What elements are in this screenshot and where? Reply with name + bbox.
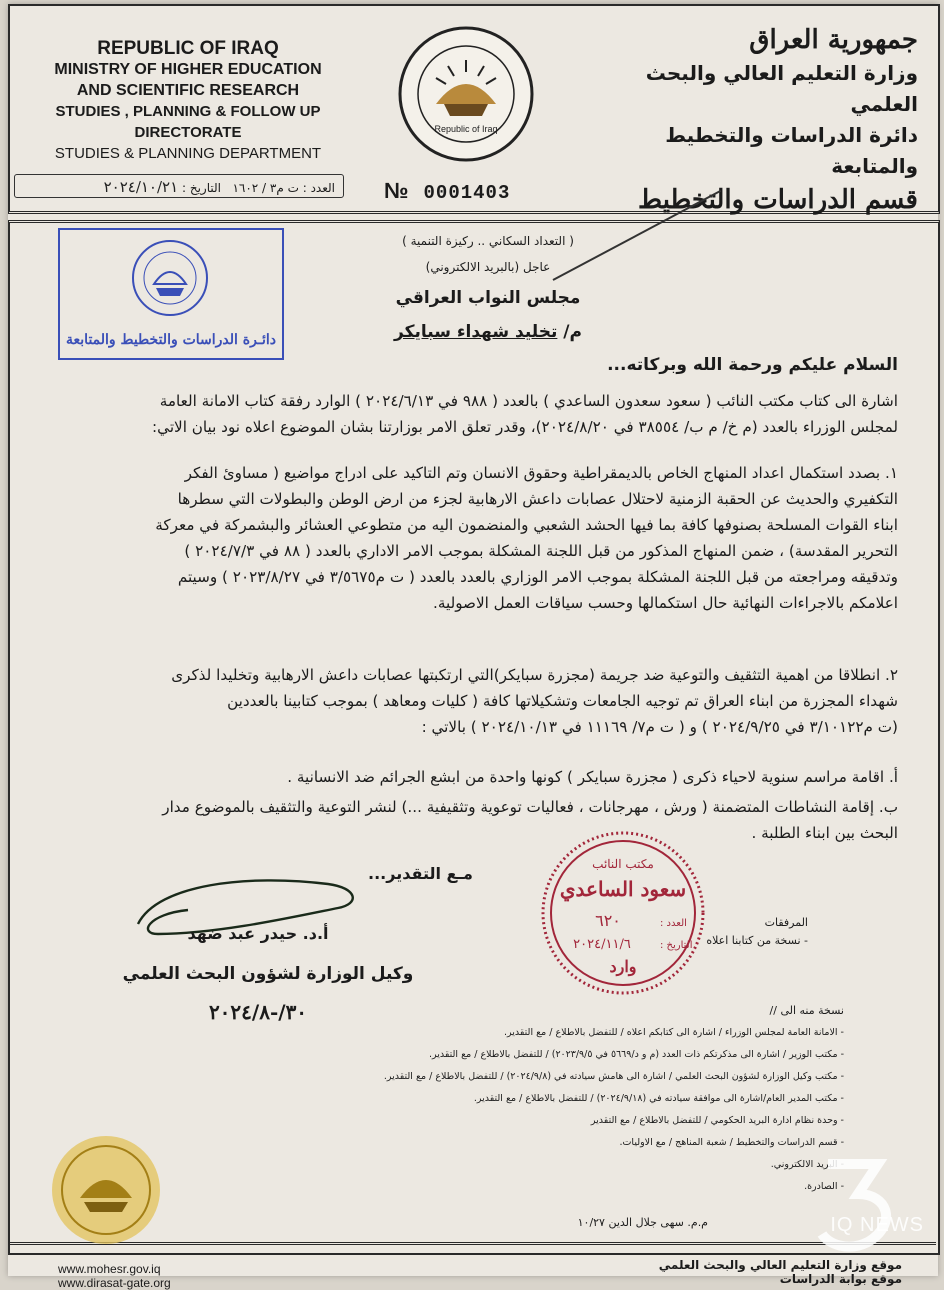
intro-paragraph bbox=[48, 388, 898, 440]
reference-label: العدد : ت م٣ / ١٦٠٢ bbox=[232, 181, 335, 195]
en-line-country: REPUBLIC OF IRAQ bbox=[97, 38, 279, 59]
ar-line-country: جمهورية العراق bbox=[749, 25, 918, 55]
logo-caption: Republic of Iraq bbox=[434, 124, 498, 134]
text-line: وتدقيقه ومراجعته من قبل اللجنة المشكلة بموجب الامر الوزاري بالعدد بالعدد ( ت م٣/٥٦٧٥ في ٢٠٢٣/٨/٢٧ ) وسيتم bbox=[177, 568, 898, 586]
attachments-label: المرفقات bbox=[764, 916, 808, 929]
footer-label: موقع وزارة التعليم العالي والبحث العلمي bbox=[658, 1258, 902, 1272]
copy-item: - الصادرة. bbox=[804, 1181, 844, 1192]
incoming-seal-icon bbox=[540, 830, 706, 996]
ar-line-directorate: دائرة الدراسات والتخطيط والمتابعة bbox=[665, 123, 918, 178]
copies-list bbox=[284, 1000, 844, 1198]
text-line: لمجلس الوزراء بالعدد (م خ/ م ب/ ٣٨٥٥٤ في ٢٠٢٤/٨/٢٠)، وقدر تعلق الامر بوزارتنا بشان الموضوع اعلاه نود بيان الاتي: bbox=[152, 418, 898, 436]
footer-link[interactable]: www.mohesr.gov.iq bbox=[58, 1262, 161, 1276]
subject-text: تخليد شهداء سبايكر bbox=[394, 322, 558, 342]
seal-line1: مكتب النائب bbox=[592, 857, 654, 871]
text-line: التحرير المقدسة) ، ضمن المنهاج المذكور من قبل اللجنة المشكلة بموجب الامر الاداري بالعدد ( ٨٨ في ٢٠٢٤/٧/٣ ) bbox=[184, 542, 898, 560]
document-creator: م.م. سهى جلال الدين ١٠/٢٧ bbox=[577, 1216, 708, 1229]
seal-date: ٢٠٢٤/١١/٦ bbox=[573, 937, 631, 952]
text-line: ٢. انطلاقا من اهمية التثقيف والتوعية ضد جريمة (مجزرة سبايكر)التي ارتكبتها عصابات داعش الارهابية وتخليدا لذكرى bbox=[171, 666, 898, 684]
gold-seal-icon bbox=[48, 1132, 164, 1248]
signatory-title: وكيل الوزارة لشؤون البحث العلمي bbox=[122, 964, 414, 984]
stamp-logo-icon bbox=[130, 238, 210, 318]
campaign-slogan: ( التعداد السكاني .. ركيزة التنمية ) bbox=[402, 234, 574, 248]
document-sheet bbox=[8, 4, 938, 1290]
reference-box bbox=[14, 174, 344, 198]
closing-thanks: مـع التقدير... bbox=[368, 864, 473, 883]
text-line: شهداء المجزرة من ابناء العراق تم توجيه الجامعات وتشكيلاتها كافة ( كليات ومعاهد ) بموجب كتابينا بالعددين bbox=[227, 692, 898, 710]
seal-line2: سعود الساعدي bbox=[559, 877, 687, 901]
en-line-department: STUDIES & PLANNING DEPARTMENT bbox=[54, 145, 322, 162]
en-line-research: AND SCIENTIFIC RESEARCH bbox=[76, 82, 300, 99]
ar-line-ministry: وزارة التعليم العالي والبحث العلمي bbox=[645, 61, 918, 116]
numero-sign: № bbox=[384, 178, 410, 203]
serial-number bbox=[384, 178, 510, 204]
attachments bbox=[706, 914, 808, 950]
item-b bbox=[48, 794, 898, 846]
item-a: أ. اقامة مراسم سنوية لاحياء ذكرى ( مجزرة سبايكر ) كونها واحدة من ابشع الجرائم ضد الانسانية . bbox=[287, 768, 898, 786]
serial-value: 0001403 bbox=[423, 182, 511, 204]
footer-websites bbox=[58, 1262, 171, 1290]
arabic-letterhead bbox=[588, 22, 918, 218]
copy-item: - قسم الدراسات والتخطيط / شعبة المناهج / مع الاوليات. bbox=[619, 1137, 844, 1148]
text-line: اعلامكم بالاجراءات النهائية حال استكمالها وحسب سياقات العمل الاصولية. bbox=[433, 594, 898, 612]
copy-item: - مكتب المدير العام/اشارة الى موافقة سيادته في (٢٠٢٤/٩/١٨) / للتفضل بالاطلاع / مع التقدير. bbox=[473, 1093, 844, 1104]
seal-number-label: العدد : bbox=[660, 918, 687, 929]
copy-item: - البريد الالكتروني. bbox=[770, 1159, 844, 1170]
seal-date-label: التاريخ : bbox=[660, 940, 693, 951]
subject-prefix: م/ bbox=[563, 322, 582, 342]
text-line: اشارة الى كتاب مكتب النائب ( سعود سعدون الساعدي ) بالعدد ( ٩٨٨ في ٢٠٢٤/٦/١٣ ) الوارد رفقة كتاب الامانة العامة bbox=[159, 392, 898, 410]
footer-label: موقع بوابة الدراسات bbox=[779, 1272, 902, 1286]
urgent-note: عاجل (بالبريد الالكتروني) bbox=[425, 260, 551, 274]
stamp-text: دائـرة الدراسات والتخطيط والمتابعة bbox=[66, 332, 276, 348]
en-line-ministry: MINISTRY OF HIGHER EDUCATION bbox=[54, 61, 322, 78]
seal-number: ٦٢٠ bbox=[595, 911, 621, 930]
copies-title: نسخة منه الى // bbox=[769, 1004, 844, 1017]
ministry-logo-icon bbox=[396, 24, 536, 164]
seal-status: وارد bbox=[609, 957, 637, 976]
subject-line bbox=[308, 322, 668, 342]
copy-item: - مكتب الوزير / اشارة الى مذكرتكم ذات العدد (م و د/٥٦٦٩ في ٢٠٢٣/٩/٥) / للتفضل بالاطلاع / مع التقدير. bbox=[428, 1049, 844, 1060]
directorate-stamp bbox=[58, 228, 284, 360]
attachments-item: - نسخة من كتابنا اعلاه bbox=[706, 934, 808, 947]
text-line: التكفيري والحديث عن الحقبة الزمنية لاحتلال عصابات داعش الارهابية لجزء من ارض الوطن والبطولات التي سطرها bbox=[177, 490, 898, 508]
text-line: ب. إقامة النشاطات المتضمنة ( ورش ، مهرجانات ، فعاليات توعوية وتثقيفية ...) لنشر التوعية والتثقيف بالموضوع مدار bbox=[162, 798, 898, 816]
copy-item: - مكتب وكيل الوزارة لشؤون البحث العلمي / اشارة الى هامش سيادته في (٢٠٢٤/٩/٨) / للتفضل بالاطلاع / مع التقدير. bbox=[383, 1071, 844, 1082]
signatory-name: أ.د. حيدر عبد ضهد bbox=[187, 924, 329, 943]
english-letterhead bbox=[18, 38, 358, 164]
signature-date: ٣٠/-٢٠٢٤/٨ bbox=[208, 1000, 308, 1024]
paragraph-1 bbox=[48, 460, 898, 616]
footer-sites-labels bbox=[659, 1258, 902, 1286]
watermark-text: IQ NEWS bbox=[830, 1214, 924, 1236]
date-label: التاريخ : bbox=[181, 181, 221, 195]
copy-item: - الامانة العامة لمجلس الوزراء / اشارة الى كتابكم اعلاه / للتفضل بالاطلاع / مع التقدير. bbox=[503, 1027, 844, 1038]
copy-item: - وحدة نظام ادارة البريد الحكومي / للتفضل بالاطلاع / مع التقدير bbox=[590, 1115, 844, 1126]
text-line: ١. بصدد استكمال اعداد المنهاج الخاص بالديمقراطية وحقوق الانسان وتم التاكيد على ادراج مواضيع ( مساوئ الفكر bbox=[184, 464, 898, 482]
ar-line-department: قسم الدراسات والتخطيط bbox=[638, 185, 918, 215]
footer-link[interactable]: www.dirasat-gate.org bbox=[58, 1276, 171, 1290]
date-value: ٢٠٢٤/١٠/٢١ bbox=[103, 178, 179, 196]
text-line: ابناء القوات المسلحة بصنوفها كافة بما فيها الحشد الشعبي والمنضمون اليه من متطوعي العشائر والبشمركة في معركة bbox=[155, 516, 898, 534]
en-line-directorate: STUDIES , PLANNING & FOLLOW UP DIRECTORATE bbox=[55, 103, 321, 141]
recipient: مجلس النواب العراقي bbox=[395, 288, 581, 308]
greeting: السلام عليكم ورحمة الله وبركاته... bbox=[607, 355, 898, 375]
paragraph-2 bbox=[48, 662, 898, 740]
text-line: البحث بين ابناء الطلبة . bbox=[751, 824, 898, 842]
text-line: (ت م٣/١٠١٢٢ في ٢٠٢٤/٩/٢٥ ) و ( ت م٧/ ١١١٦٩ في ٢٠٢٤/١٠/١٣ ) بالاتي : bbox=[421, 718, 898, 736]
news-watermark-icon bbox=[808, 1154, 944, 1254]
